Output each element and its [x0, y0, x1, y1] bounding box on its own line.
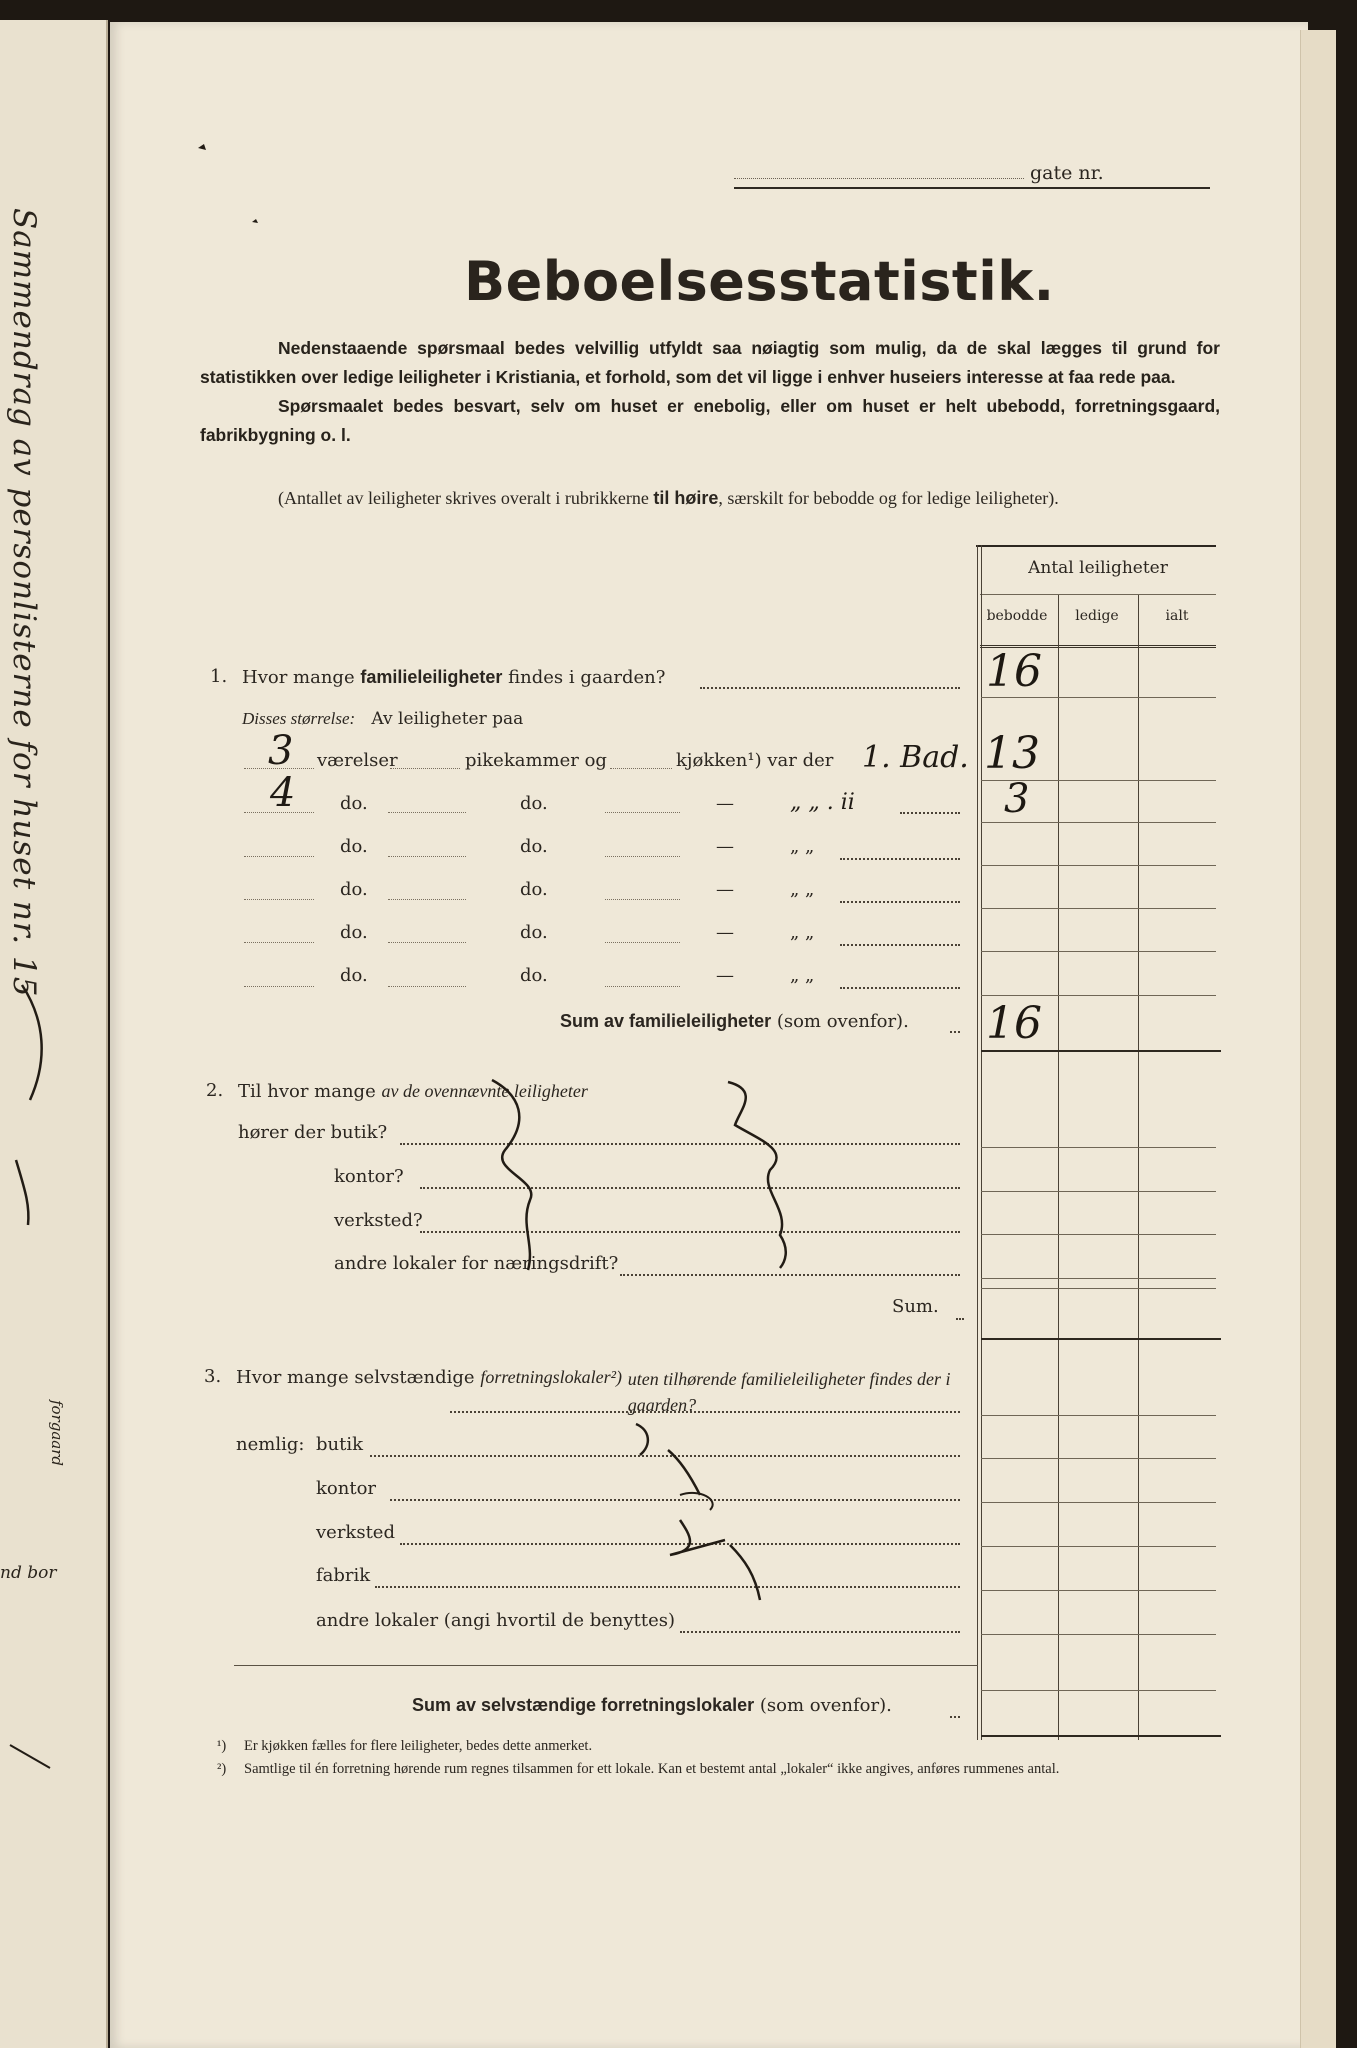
- q3-number: 3.: [204, 1366, 222, 1387]
- size-row-col2: do.: [520, 793, 548, 814]
- size-row-col1: værelser: [317, 750, 398, 771]
- q3-sum-bold: Sum av selvstændige forretningslokaler: [412, 1695, 755, 1715]
- q2-brace-right-stroke: [728, 1082, 786, 1268]
- size-row-value: 13: [984, 728, 1040, 779]
- intro-note-part-1: (Antallet av leiligheter skrives overalt i rubrikkerne: [278, 488, 649, 508]
- size-row-col3: —: [716, 836, 734, 857]
- footnote-1-mark: ¹): [217, 1738, 227, 1754]
- ink-spot-1: [198, 144, 206, 150]
- size-row-col3: —: [716, 965, 734, 986]
- left-page-vertical-text: Sammendrag av personlisterne for huset nr. 15: [6, 208, 42, 998]
- size-row-col2: pikekammer og: [465, 750, 607, 771]
- intro-paragraph-2: Spørsmaalet bedes besvart, selv om huset er enebolig, eller om huset er helt ubebodd, forretningsgaard, fabrikbygning o. l.: [200, 396, 1220, 445]
- q3-slash-stroke-3: [680, 1493, 713, 1510]
- q3-slash-stroke-1: [636, 1424, 648, 1455]
- q2-text-italic: av de ovennævnte leiligheter: [381, 1081, 588, 1101]
- left-page-mark-1: [22, 985, 42, 1100]
- footnote-2-mark: ²): [217, 1761, 227, 1777]
- q2-item-kontor: kontor?: [334, 1166, 404, 1187]
- q1-sum-bold: Sum av familieleiligheter: [560, 1011, 772, 1031]
- q3-text-italic-2: uten tilhørende familieleiligheter findes der i gaarden?: [627, 1369, 951, 1415]
- size-row-col1: do.: [340, 922, 368, 943]
- q2-item-verksted: verksted?: [334, 1210, 423, 1231]
- q3-nemlig: nemlig:: [236, 1434, 305, 1455]
- size-row-rooms: 3: [268, 728, 294, 774]
- q1-sizes-intro-text: Av leiligheter paa: [371, 709, 524, 729]
- q2-text: Til hvor mange: [238, 1081, 376, 1102]
- q3-text-italic-1: forretningslokaler²): [480, 1367, 623, 1387]
- left-note-nd-bor: nd bor: [0, 1563, 57, 1583]
- col-head-bebodde: bebodde: [986, 608, 1048, 624]
- size-row-where: „ „: [790, 922, 815, 943]
- q1-text-before: Hvor mange: [242, 667, 355, 688]
- size-row-value: 3: [1004, 776, 1030, 822]
- col-head-ialt: ialt: [1165, 608, 1189, 624]
- table-header: Antal leiligheter: [1028, 558, 1168, 578]
- intro-note-bold: til høire: [653, 488, 719, 508]
- q3-item-andre: andre lokaler (angi hvortil de benyttes): [316, 1610, 676, 1631]
- q3-sum-rest: (som ovenfor).: [759, 1695, 892, 1716]
- left-page-mark-2: [16, 1160, 28, 1225]
- size-row-col1: do.: [340, 836, 368, 857]
- size-row-col2: do.: [520, 879, 548, 900]
- q2-item-andre: andre lokaler for næringsdrift?: [334, 1253, 619, 1274]
- q3-item-butik: butik: [316, 1434, 364, 1455]
- size-row-col3: —: [716, 793, 734, 814]
- size-row-rooms: 4: [270, 770, 296, 816]
- q1-sizes-intro-italic: Disses størrelse:: [242, 709, 356, 728]
- left-note-forgaard: forgaard: [48, 1400, 66, 1467]
- size-row-col2: do.: [520, 965, 548, 986]
- q3-item-kontor: kontor: [316, 1478, 377, 1499]
- size-row-where: „ „: [790, 879, 815, 900]
- size-row-col2: do.: [520, 836, 548, 857]
- col-head-ledige: ledige: [1075, 608, 1119, 624]
- q3-item-verksted: verksted: [316, 1522, 395, 1543]
- size-row-col1: do.: [340, 793, 368, 814]
- intro-note-part-2: , særskilt for bebodde og for ledige leiligheter).: [718, 488, 1059, 508]
- q1-sum-rest: (som ovenfor).: [776, 1011, 909, 1032]
- q3-slash-stroke-2: [668, 1450, 700, 1495]
- q3-text: Hvor mange selvstændige: [236, 1367, 475, 1388]
- q1-text-after: findes i gaarden?: [508, 667, 666, 688]
- size-row-where: „ „: [790, 836, 815, 857]
- size-row-col3: kjøkken¹) var der: [676, 750, 834, 771]
- q2-number: 2.: [206, 1080, 224, 1101]
- left-page-mark-3: [10, 1745, 50, 1768]
- q2-brace-left-stroke: [492, 1080, 531, 1270]
- q1-sum-value: 16: [986, 998, 1042, 1049]
- size-row-col2: do.: [520, 922, 548, 943]
- q3-slash-stroke-5: [730, 1545, 760, 1600]
- q3-item-fabrik: fabrik: [316, 1565, 371, 1586]
- size-row-col3: —: [716, 879, 734, 900]
- size-row-where: „ „ . ii: [790, 790, 855, 815]
- q2-sum-label: Sum.: [892, 1296, 939, 1317]
- intro-paragraph-1: Nedenstaaende spørsmaal bedes velvillig utfyldt saa nøiagtig som mulig, da de skal lægges til grund for statistikken over ledige leiligheter i Kristiania, et forhold, som det vil ligge i enhver huseiers interesse at faa rede paa.: [200, 338, 1220, 387]
- size-row-where: 1. Bad.: [862, 740, 969, 775]
- size-row-where: „ „: [790, 965, 815, 986]
- size-row-col1: do.: [340, 965, 368, 986]
- size-row-col1: do.: [340, 879, 368, 900]
- q2-item-butik: hører der butik?: [238, 1122, 388, 1143]
- q1-text-bold: familieleiligheter: [360, 667, 503, 687]
- q1-answer-bebodde: 16: [986, 646, 1042, 697]
- footnote-2-text: Samtlige til én forretning hørende rum regnes tilsammen for ett lokale. Kan et bestemt antal „lokaler“ ikke angives, anføres rummenes antal.: [244, 1761, 1060, 1777]
- q1-number: 1.: [210, 666, 228, 687]
- size-row-col3: —: [716, 922, 734, 943]
- page-title: Beboelsesstatistik.: [464, 250, 1055, 313]
- gate-label: gate nr.: [1030, 162, 1104, 184]
- ink-spot-2: [252, 219, 258, 223]
- q3-slash-stroke-4: [670, 1520, 725, 1555]
- footnote-1-text: Er kjøkken fælles for flere leiligheter, bedes dette anmerket.: [244, 1738, 593, 1754]
